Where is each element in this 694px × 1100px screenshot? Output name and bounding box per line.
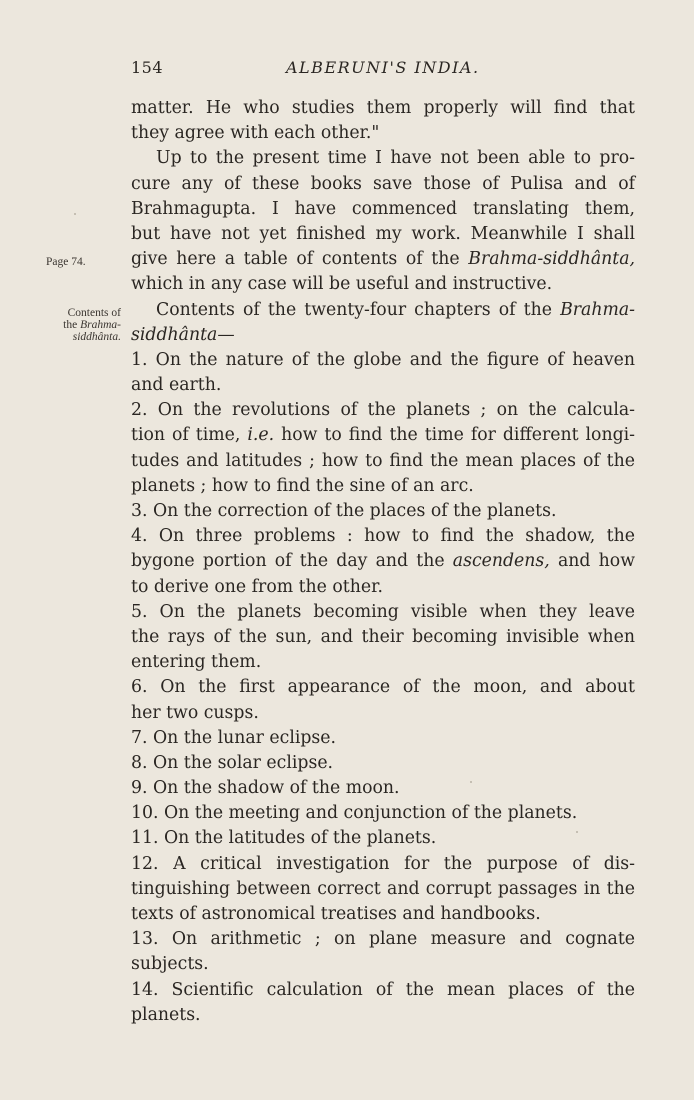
text-line: to derive one from the other. [131, 576, 383, 597]
list-item-13: 13. On arithmetic ; on plane measure and cognate [131, 929, 635, 950]
paper-speck [470, 781, 472, 783]
text-line: entering them. [131, 652, 262, 673]
list-item-5: 5. On the planets becoming visible when they leave [131, 601, 635, 622]
text-line: they agree with each other." [131, 123, 380, 144]
text-line [131, 423, 635, 448]
emphasis-ascendens: ascendens, [452, 551, 550, 572]
emphasis-brahma-siddhanta: Brahma-siddhânta, [468, 249, 635, 270]
text-line: but have not yet finished my work. Meanwhile I shall [131, 223, 635, 244]
margin-note-contents-line-2 [40, 319, 121, 331]
emphasis-ie: i.e. [247, 425, 275, 446]
list-item-6: 6. On the first appearance of the moon, and about [131, 677, 635, 698]
margin-note-page-text: Page 74. [46, 256, 86, 268]
list-item-12: 12. A critical investigation for the purpose of dis- [131, 853, 635, 874]
list-item-14: 14. Scientific calculation of the mean places of the [131, 979, 635, 1000]
text-line: planets. [131, 1004, 201, 1025]
text-line: Brahmagupta. I have commenced translating them, [131, 198, 635, 219]
running-title: ALBERUNI'S INDIA. [286, 58, 480, 77]
text-line [131, 247, 635, 272]
text-run: and how [549, 551, 635, 572]
text-line: subjects. [131, 954, 209, 975]
page-number: 154 [131, 58, 164, 77]
margin-note-page-reference [46, 256, 98, 268]
text-line: her two cusps. [131, 702, 259, 723]
list-item-11: 11. On the latitudes of the planets. [131, 828, 437, 849]
text-run: give here a table of contents of the [131, 249, 469, 270]
text-line: which in any case will be useful and instructive. [131, 274, 553, 295]
text-run: Contents of the twenty-four chapters of the [156, 299, 561, 320]
margin-note-contents-line-3: siddhânta. [72, 331, 121, 343]
paper-speck [576, 831, 578, 833]
text-line: the rays of the sun, and their becoming invisible when [131, 626, 635, 647]
margin-note-contents-the: the [63, 319, 81, 331]
margin-note-contents [40, 307, 121, 343]
text-line: planets ; how to find the sine of an arc. [131, 475, 474, 496]
list-item-9: 9. On the shadow of the moon. [131, 778, 400, 799]
list-item-4: 4. On three problems : how to find the shadow, the [131, 526, 635, 547]
list-item-10: 10. On the meeting and conjunction of the planets. [131, 803, 578, 824]
text-run: how to find the time for different longi- [274, 425, 635, 446]
text-line: tudes and latitudes ; how to find the mean places of the [131, 450, 635, 471]
text-line: matter. He who studies them properly will find that [131, 98, 635, 118]
text-line: texts of astronomical treatises and handbooks. [131, 904, 541, 924]
list-item-2: 2. On the revolutions of the planets ; on the calcula- [131, 400, 635, 421]
list-item-7: 7. On the lunar eclipse. [131, 727, 337, 748]
running-header [131, 58, 635, 82]
text-line [131, 298, 635, 323]
emphasis-brahma: Brahma- [560, 299, 635, 320]
list-item-1: 1. On the nature of the globe and the figure of heaven [131, 349, 635, 370]
text-line: and earth. [131, 375, 222, 396]
list-item-3: 3. On the correction of the places of the planets. [131, 501, 557, 521]
text-run: bygone portion of the day and the [131, 551, 453, 572]
margin-note-contents-brahma: Brahma- [80, 319, 121, 331]
text-line: tinguishing between correct and corrupt passages in the [131, 878, 635, 899]
text-line: siddhânta— [131, 324, 235, 345]
text-line: cure any of these books save those of Pulisa and of [131, 173, 635, 194]
paper-speck [74, 213, 76, 215]
margin-note-contents-line-1: Contents of [67, 307, 121, 319]
body-text [131, 96, 635, 1028]
text-line [131, 549, 635, 574]
list-item-8: 8. On the solar eclipse. [131, 752, 334, 773]
text-line: Up to the present time I have not been able to pro- [156, 148, 635, 169]
text-run: tion of time, [131, 425, 248, 446]
